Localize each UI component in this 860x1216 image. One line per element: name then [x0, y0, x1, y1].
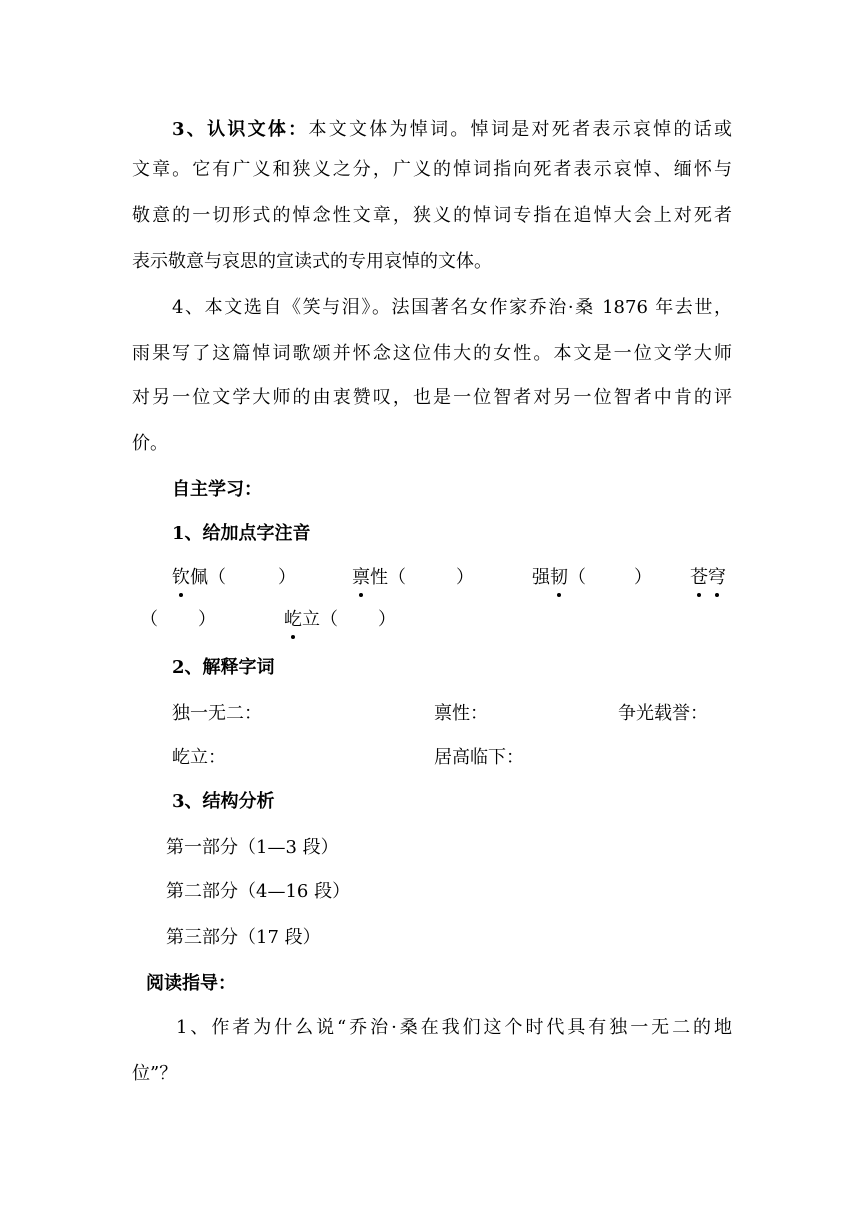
q2-title: 2、解释字词 — [172, 657, 275, 678]
q3-title: 3、结构分析 — [172, 791, 275, 812]
dotted-char: 韧 — [550, 567, 568, 588]
dotted-char: 屹 — [284, 609, 302, 630]
q2-term-4: 屹立： — [172, 747, 226, 768]
s3-line-2: 文章。它有广义和狭义之分，广义的悼词指向死者表示哀悼、缅怀与 — [132, 159, 732, 180]
q2-term-2: 禀性： — [434, 703, 488, 724]
dotted-char: 钦 — [172, 567, 190, 588]
reading-title: 阅读指导： — [146, 973, 236, 994]
s3-line-1-text: 本文文体为悼词。悼词是对死者表示哀悼的话或 — [308, 119, 732, 140]
dotted-char: 苍 — [690, 567, 708, 588]
q3-part-2: 第二部分（4—16 段） — [166, 881, 351, 902]
paren-open: （ — [208, 567, 226, 588]
q3-part-3: 第三部分（17 段） — [166, 927, 321, 948]
q2-term-1: 独一无二： — [172, 703, 262, 724]
s3-line-1 — [172, 118, 732, 142]
char: 强 — [532, 567, 550, 588]
reading-q1-line-2: 位”？ — [132, 1063, 178, 1084]
q1-item-2 — [352, 566, 474, 590]
paren-open: （ — [388, 567, 406, 588]
char: 性 — [370, 567, 388, 588]
dotted-char: 禀 — [352, 567, 370, 588]
s4-line-3: 对另一位文学大师的由衷赞叹，也是一位智者对另一位智者中肯的评 — [132, 387, 732, 408]
paren-close: ） — [634, 567, 652, 588]
s4-line-2: 雨果写了这篇悼词歌颂并怀念这位伟大的女性。本文是一位文学大师 — [132, 343, 732, 364]
reading-q1-line-1: 1、作者为什么说“乔治·桑在我们这个时代具有独一无二的地 — [176, 1017, 732, 1038]
s3-line-3: 敬意的一切形式的悼念性文章，狭义的悼词专指在追悼大会上对死者 — [132, 205, 732, 226]
s3-heading: 3、认识文体： — [172, 119, 309, 140]
s4-line-4: 价。 — [132, 433, 168, 454]
q1-item-1 — [172, 566, 296, 590]
paren-open: （ — [140, 609, 158, 630]
paren-close: ） — [198, 609, 216, 630]
q3-part-1: 第一部分（1—3 段） — [166, 837, 339, 858]
s3-line-4: 表示敬意与哀思的宣读式的专用哀悼的文体。 — [132, 251, 492, 272]
paren-open: （ — [568, 567, 586, 588]
q1-item-5 — [284, 608, 396, 632]
char: 佩 — [190, 567, 208, 588]
q2-term-5: 居高临下： — [434, 747, 524, 768]
q1-item-4 — [690, 566, 726, 590]
paren-close: ） — [378, 609, 396, 630]
s4-line-1: 4、本文选自《笑与泪》。法国著名女作家乔治·桑 1876 年去世， — [172, 297, 732, 318]
q2-term-3: 争光载誉： — [618, 703, 708, 724]
self-study-title: 自主学习： — [172, 479, 262, 500]
paren-open: （ — [320, 609, 338, 630]
q1-item-3 — [532, 566, 652, 590]
dotted-char: 穹 — [708, 567, 726, 588]
paren-close: ） — [278, 567, 296, 588]
q1-item-4-answer — [140, 608, 216, 632]
paren-close: ） — [456, 567, 474, 588]
char: 立 — [302, 609, 320, 630]
q1-title: 1、给加点字注音 — [172, 523, 311, 544]
